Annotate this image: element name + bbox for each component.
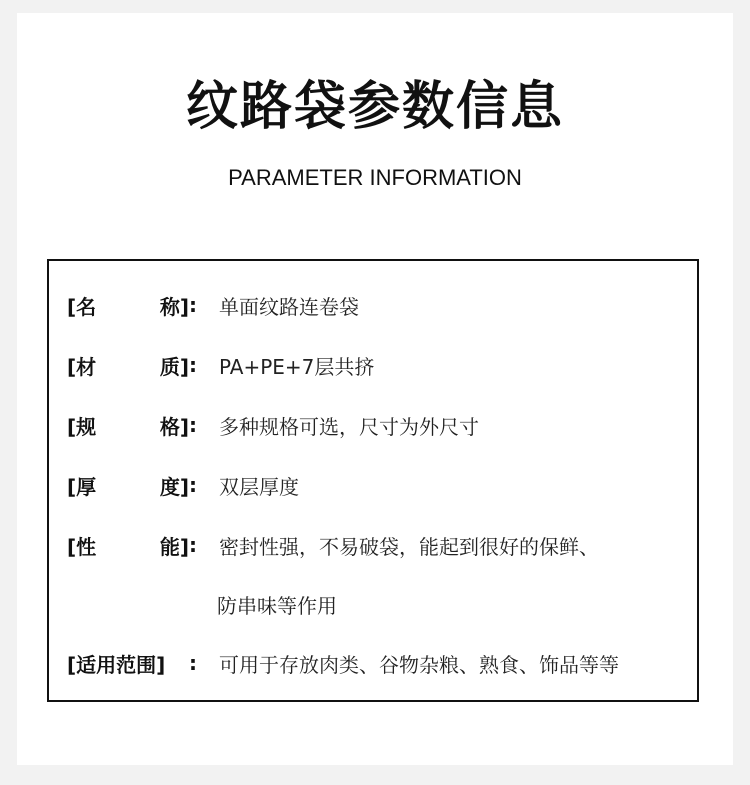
param-colon: : xyxy=(189,473,197,497)
param-label-end: 质] xyxy=(159,354,189,379)
parameter-table xyxy=(47,259,699,702)
param-value: 密封性强，不易破袋，能起到很好的保鲜、 xyxy=(219,534,599,559)
param-label-start: [厚 xyxy=(67,474,97,499)
param-value-continuation: 防串味等作用 xyxy=(217,593,337,618)
param-label-end: 能] xyxy=(159,534,189,559)
page-subtitle: PARAMETER INFORMATION xyxy=(228,165,522,190)
page-title: 纹路袋参数信息 xyxy=(185,77,564,137)
param-label xyxy=(67,351,189,380)
param-label-end: 度] xyxy=(159,474,189,499)
param-label-start: [材 xyxy=(67,354,97,379)
param-label-start: [规 xyxy=(67,414,97,439)
param-label-end: 称] xyxy=(159,294,189,319)
param-label xyxy=(67,291,189,320)
param-colon: : xyxy=(189,651,197,675)
param-colon: : xyxy=(189,293,197,317)
param-row-spec xyxy=(67,408,479,442)
param-label-start: [名 xyxy=(67,294,97,319)
param-row-thickness xyxy=(67,468,299,502)
param-label-end: 格] xyxy=(159,414,189,439)
param-value: 单面纹路连卷袋 xyxy=(219,294,359,319)
param-label-start: [性 xyxy=(67,534,97,559)
parameter-card xyxy=(17,13,733,765)
param-value: 可用于存放肉类、谷物杂粮、熟食、饰品等等 xyxy=(219,652,619,677)
param-row-performance xyxy=(67,528,599,562)
param-row-name xyxy=(67,288,359,322)
param-value: 双层厚度 xyxy=(219,474,299,499)
param-value: PA+PE+7层共挤 xyxy=(219,354,375,379)
param-label xyxy=(67,531,189,560)
param-row-usage xyxy=(67,646,619,680)
param-colon: : xyxy=(189,413,197,437)
param-label: [适用范围] xyxy=(67,652,166,677)
param-colon: : xyxy=(189,353,197,377)
param-label xyxy=(67,411,189,440)
param-colon: : xyxy=(189,533,197,557)
param-row-material xyxy=(67,348,374,382)
param-value: 多种规格可选，尺寸为外尺寸 xyxy=(219,414,479,439)
param-label xyxy=(67,471,189,500)
